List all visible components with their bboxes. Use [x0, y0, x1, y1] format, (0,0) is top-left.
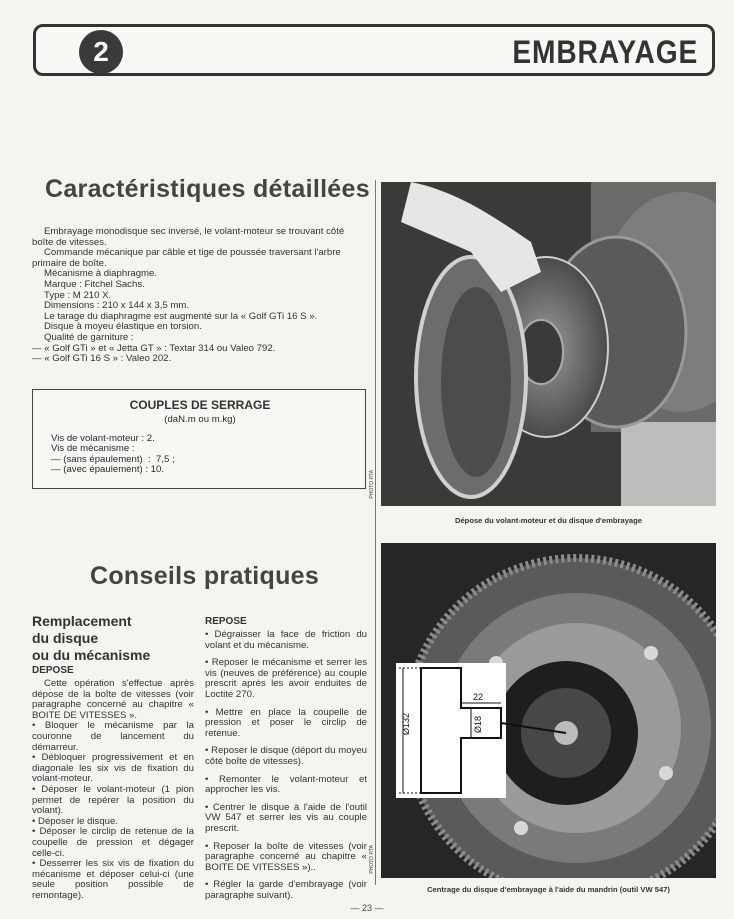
spec-paragraph: — « Golf GTi » et « Jetta GT » : Textar 314 ou Valeo 792. — [32, 342, 276, 354]
depose-heading: DEPOSE — [32, 665, 74, 676]
instruction-paragraph: • Reposer le mécanisme et serrer les vis (neuves de préférence) au couple prescrit après les avoir enduites de Loctite 270. — [205, 657, 367, 700]
spec-paragraph: Le tarage du diaphragme est augmenté sur la « Golf GTi 16 S ». — [44, 310, 318, 322]
torque-line: — (avec épaulement) : 10. — [51, 464, 165, 476]
photo2-caption: Centrage du disque d'embrayage à l'aide du mandrin (outil VW 547) — [427, 885, 670, 894]
spec-paragraph: Commande mécanique par câble et tige de poussée traversant l'arbre primaire de boîte. — [32, 247, 341, 269]
instruction-paragraph: • Bloquer le mécanisme par la couronne de lancement du démarreur. — [32, 720, 194, 753]
spec-paragraph: Type : M 210 X. — [44, 289, 112, 301]
instruction-paragraph: • Débloquer progressivement et en diagonale les six vis de fixation du volant-moteur. — [32, 752, 194, 785]
instruction-paragraph: • Déposer le volant-moteur (1 pion permet de repérer la position du volant). — [32, 783, 194, 817]
torque-line: Vis de volant-moteur : 2. — [51, 433, 155, 444]
repose-heading: REPOSE — [205, 616, 247, 627]
specifications-text — [32, 227, 368, 365]
spec-paragraph: Marque : Fitchel Sachs. — [44, 278, 145, 290]
repose-instructions — [205, 630, 367, 908]
page-number: — 23 — — [350, 903, 384, 913]
photo-flywheel-removal — [381, 182, 716, 506]
spec-paragraph: Mécanisme à diaphragme. — [44, 268, 158, 280]
photo1-caption: Dépose du volant-moteur et du disque d'embrayage — [454, 516, 643, 525]
torque-line: — (sans épaulement) : 7,5 ; — [51, 453, 175, 465]
instruction-paragraph: • Reposer la boîte de vitesses (voir paragraphe concerné au chapitre « BOITE DE VITESSES »).. — [205, 840, 367, 873]
section-title-caracteristiques: Caractéristiques détaillées — [45, 175, 370, 203]
subsection-heading-line: du disque — [32, 630, 99, 646]
spec-paragraph: Disque à moyeu élastique en torsion. — [44, 321, 202, 333]
torque-specs-box — [32, 389, 366, 489]
section-title-conseils: Conseils pratiques — [90, 562, 320, 590]
instruction-paragraph: • Remonter le volant-moteur et approcher les vis. — [205, 773, 367, 796]
depose-instructions — [32, 679, 194, 901]
photo-credit: PHOTO RTA — [369, 470, 375, 499]
instruction-paragraph: • Déposer le circlip de retenue de la coupelle de pression et dégager celle-ci. — [32, 826, 194, 859]
photo-disc-centering — [381, 543, 716, 878]
instruction-paragraph: • Dégraisser la face de friction du volant et du mécanisme. — [205, 629, 367, 651]
spec-paragraph: Dimensions : 210 x 144 x 3,5 mm. — [44, 300, 190, 312]
svg-text:Ø18: Ø18 — [473, 715, 483, 733]
spec-paragraph: Embrayage monodisque sec inversé, le volant-moteur se trouvant côté boîte de vitesses. — [32, 226, 345, 248]
subsection-heading-line: Remplacement — [32, 613, 132, 629]
instruction-paragraph: Cette opération s'effectue après dépose de la boîte de vitesses (voir paragraphe concerné au chapitre « BOITE DE VITESSES ». — [32, 678, 194, 721]
instruction-paragraph: • Régler la garde d'embrayage (voir paragraphe suivant). — [205, 879, 367, 901]
svg-text:Ø132: Ø132 — [401, 712, 411, 735]
chapter-title: EMBRAYAGE — [512, 34, 698, 70]
instruction-paragraph: • Reposer le disque (déport du moyeu côté boîte de vitesses). — [205, 745, 367, 767]
spec-paragraph: — « Golf GTi 16 S » : Valeo 202. — [32, 353, 172, 365]
subsection-heading — [32, 613, 150, 664]
torque-box-title: COUPLES DE SERRAGE — [129, 398, 271, 412]
instruction-paragraph: • Centrer le disque à l'aide de l'outil VW 547 et serrer les vis au couple prescrit. — [205, 801, 367, 834]
svg-text:22: 22 — [473, 692, 484, 702]
torque-values — [51, 434, 175, 476]
instruction-paragraph: • Mettre en place la coupelle de pression et poser le circlip de retenue. — [205, 706, 367, 739]
torque-box-units: (daN.m ou m.kg) — [164, 414, 236, 425]
instruction-paragraph: • Desserrer les six vis de fixation du mécanisme et déposer celui-ci (une seule position possible de remontage). — [32, 858, 194, 901]
chapter-number-badge: 2 — [79, 30, 123, 74]
torque-line: Vis de mécanisme : — [51, 443, 135, 455]
instruction-paragraph: • Déposer le disque. — [32, 815, 119, 827]
subsection-heading-line: ou du mécanisme — [32, 647, 151, 663]
column-divider — [375, 180, 376, 885]
photo-credit: PHOTO RTA — [369, 845, 375, 874]
spec-paragraph: Qualité de garniture : — [44, 331, 134, 343]
